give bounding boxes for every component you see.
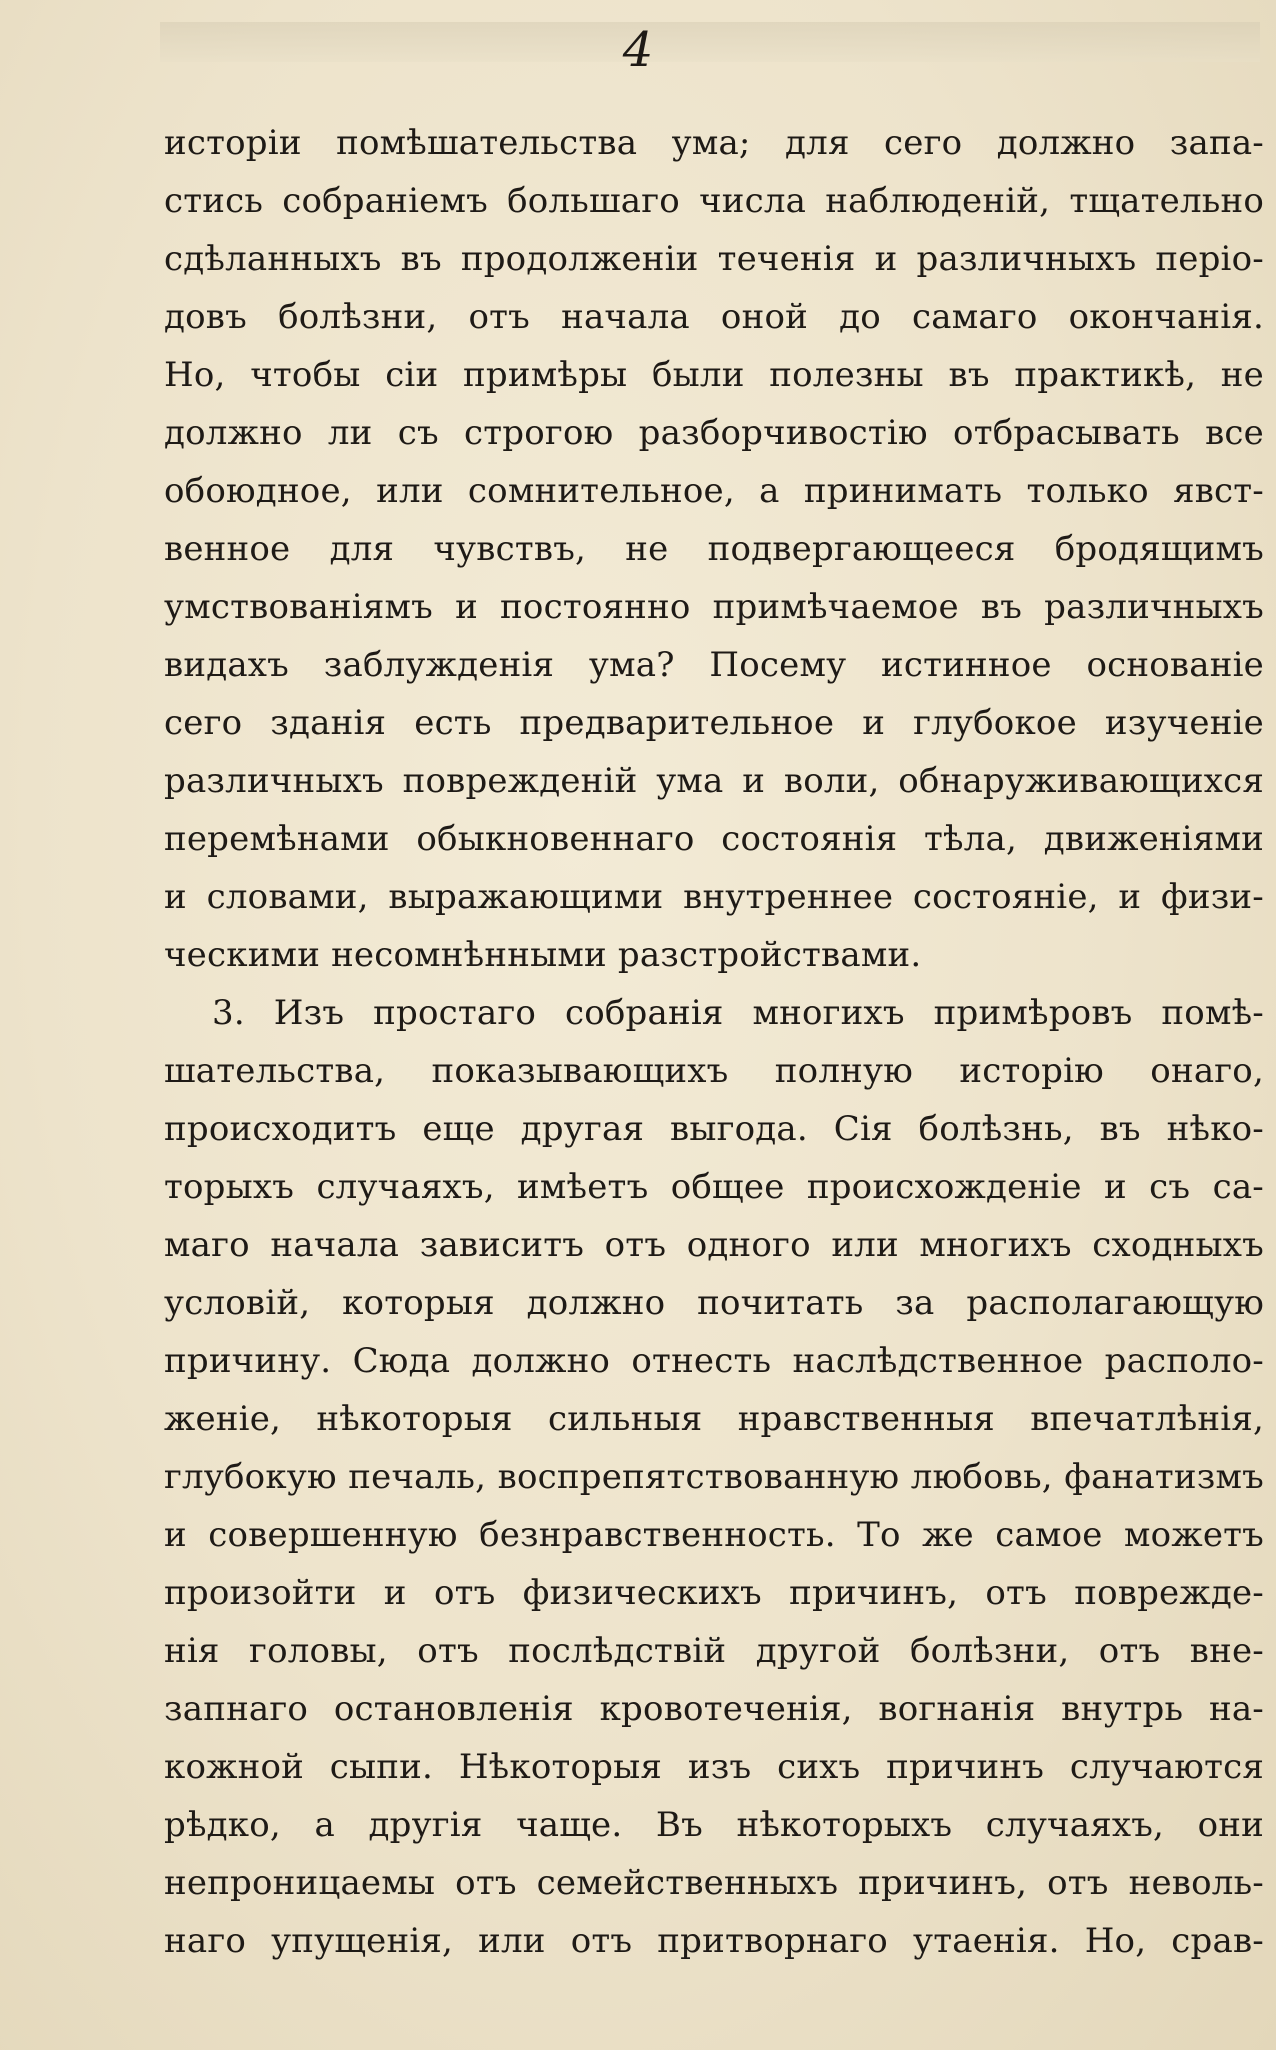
- text-line: шательства, показывающихъ полную исторію онаго,: [164, 1051, 1264, 1091]
- body-text: [164, 114, 1264, 1970]
- text-line: нія головы, отъ послѣдствій другой болѣзни, отъ вне-: [164, 1631, 1264, 1671]
- text-line: женіе, нѣкоторыя сильныя нравственныя впечатлѣнія,: [164, 1399, 1264, 1439]
- text-line: обоюдное, или сомнительное, а принимать только явст-: [164, 471, 1264, 511]
- text-line: и словами, выражающими внутреннее состояніе, и физи-: [164, 877, 1264, 917]
- text-line: Но, чтобы сіи примѣры были полезны въ практикѣ, не: [164, 355, 1264, 395]
- text-line: и совершенную безнравственность. То же самое можетъ: [164, 1515, 1264, 1555]
- text-line: должно ли съ строгою разборчивостію отбрасывать все: [164, 413, 1264, 453]
- text-line: перемѣнами обыкновеннаго состоянія тѣла, движеніями: [164, 819, 1264, 859]
- paragraph-3-start: 3. Изъ простаго собранія многихъ примѣровъ помѣ-: [212, 993, 1264, 1033]
- text-line: умствованіямъ и постоянно примѣчаемое въ различныхъ: [164, 587, 1264, 627]
- text-line: причину. Сюда должно отнесть наслѣдственное располо-: [164, 1341, 1264, 1381]
- text-line: кожной сыпи. Нѣкоторыя изъ сихъ причинъ случаются: [164, 1747, 1264, 1787]
- text-line: различныхъ поврежденій ума и воли, обнаруживающихся: [164, 761, 1264, 801]
- text-line: наго упущенія, или отъ притворнаго утаенія. Но, срав-: [164, 1921, 1264, 1961]
- text-line: довъ болѣзни, отъ начала оной до самаго окончанія.: [164, 297, 1264, 337]
- text-line: запнаго остановленія кровотеченія, вогнанія внутрь на-: [164, 1689, 1264, 1729]
- text-line: стись собраніемъ большаго числа наблюденій, тщательно: [164, 181, 1264, 221]
- text-line: глубокую печаль, воспрепятствованную любовь, фанатизмъ: [164, 1457, 1264, 1497]
- text-line: сдѣланныхъ въ продолженіи теченія и различныхъ перiо-: [164, 239, 1264, 279]
- text-line: венное для чувствъ, не подвергающееся бродящимъ: [164, 529, 1264, 569]
- text-line: происходитъ еще другая выгода. Сія болѣзнь, въ нѣко-: [164, 1109, 1264, 1149]
- text-line: произойти и отъ физическихъ причинъ, отъ поврежде-: [164, 1573, 1264, 1613]
- text-line: условій, которыя должно почитать за располагающую: [164, 1283, 1264, 1323]
- text-line: видахъ заблужденія ума? Посему истинное основаніе: [164, 645, 1264, 685]
- text-line: ческими несомнѣнными разстройствами.: [164, 935, 922, 975]
- text-line: исторіи помѣшательства ума; для сего должно запа-: [164, 123, 1264, 163]
- text-line: непроницаемы отъ семейственныхъ причинъ, отъ неволь-: [164, 1863, 1264, 1903]
- text-line: маго начала зависитъ отъ одного или многихъ сходныхъ: [164, 1225, 1264, 1265]
- page-number: 4: [622, 22, 654, 78]
- text-line: рѣдко, а другія чаще. Въ нѣкоторыхъ случаяхъ, они: [164, 1805, 1264, 1845]
- text-line: сего зданія есть предварительное и глубокое изученіе: [164, 703, 1264, 743]
- text-line: торыхъ случаяхъ, имѣетъ общее происхожденіе и съ са-: [164, 1167, 1264, 1207]
